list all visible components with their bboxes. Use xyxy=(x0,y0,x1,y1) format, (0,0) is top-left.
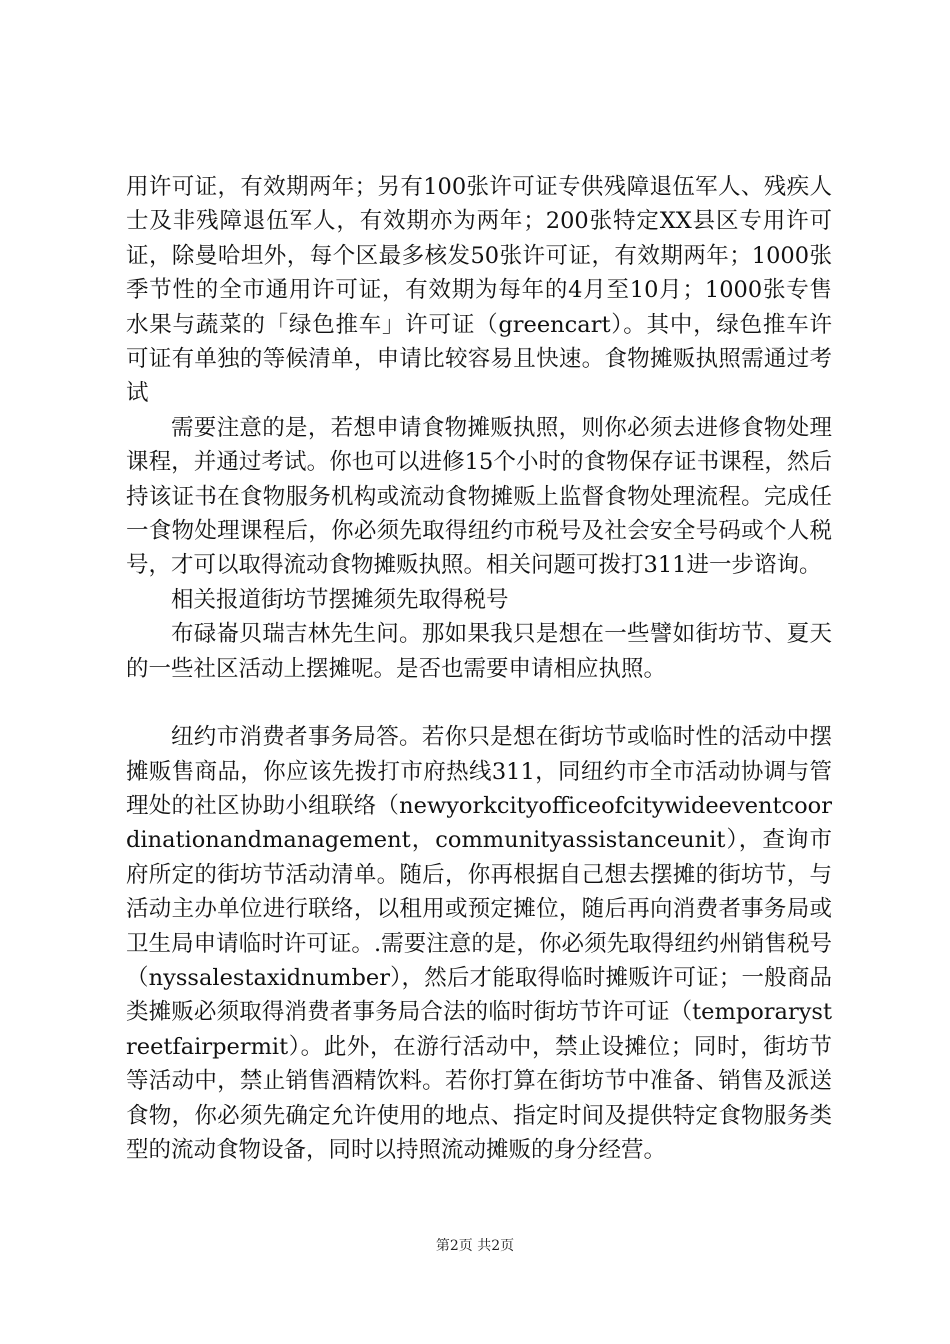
paragraph-reader-question: 布碌崙贝瑞吉林先生问。那如果我只是想在一些譬如街坊节、夏天的一些社区活动上摆摊呢。是否也需要申请相应执照。 xyxy=(126,621,832,682)
paragraph-agency-answer: 纽约市消费者事务局答。若你只是想在街坊节或临时性的活动中摆摊贩售商品，你应该先拨打市府热线311，同纽约市全市活动协调与管理处的社区协助小组联络（newyorkcityofficeofcitywideeventcoordinationandmanagement，communityassistanceunit），查询市府所定的街坊节活动清单。随后，你再根据自己想去摆摊的街坊节，与活动主办单位进行联络，以租用或预定摊位，随后再向消费者事务局或卫生局申请临时许可证。.需要注意的是，你必须先取得纽约州销售税号（nyssalestaxidnumber），然后才能取得临时摊贩许可证；一般商品类摊贩必须取得消费者事务局合法的临时街坊节许可证（temporarystreetfairpermit）。此外，在游行活动中，禁止设摊位；同时，街坊节等活动中，禁止销售酒精饮料。若你打算在街坊节中准备、销售及派送食物，你必须先确定允许使用的地点、指定时间及提供特定食物服务类型的流动食物设备，同时以持照流动摊贩的身分经营。 xyxy=(126,724,832,1163)
page-footer: 第2页 共2页 xyxy=(435,1238,515,1254)
document-body xyxy=(126,170,832,1167)
paragraph-food-handling-exam: 需要注意的是，若想申请食物摊贩执照，则你必须去进修食物处理课程，并通过考试。你也可以进修15个小时的食物保存证书课程，然后持该证书在食物服务机构或流动食物摊贩上监督食物处理流程。完成任一食物处理课程后，你必须先取得纽约市税号及社会安全号码或个人税号，才可以取得流动食物摊贩执照。相关问题可拨打311进一步谘询。 xyxy=(126,414,832,579)
paragraph-related-report-heading: 相关报道街坊节摆摊须先取得税号 xyxy=(171,586,509,613)
paragraph-permit-types: 用许可证，有效期两年；另有100张许可证专供残障退伍军人、残疾人士及非残障退伍军人，有效期亦为两年；200张特定XX县区专用许可证，除曼哈坦外，每个区最多核发50张许可证，有效期两年；1000张季节性的全市通用许可证，有效期为每年的4月至10月；1000张专售水果与蔬菜的「绿色推车」许可证（greencart）。其中，绿色推车许可证有单独的等候清单，申请比较容易且快速。食物摊贩执照需通过考试 xyxy=(126,174,832,407)
